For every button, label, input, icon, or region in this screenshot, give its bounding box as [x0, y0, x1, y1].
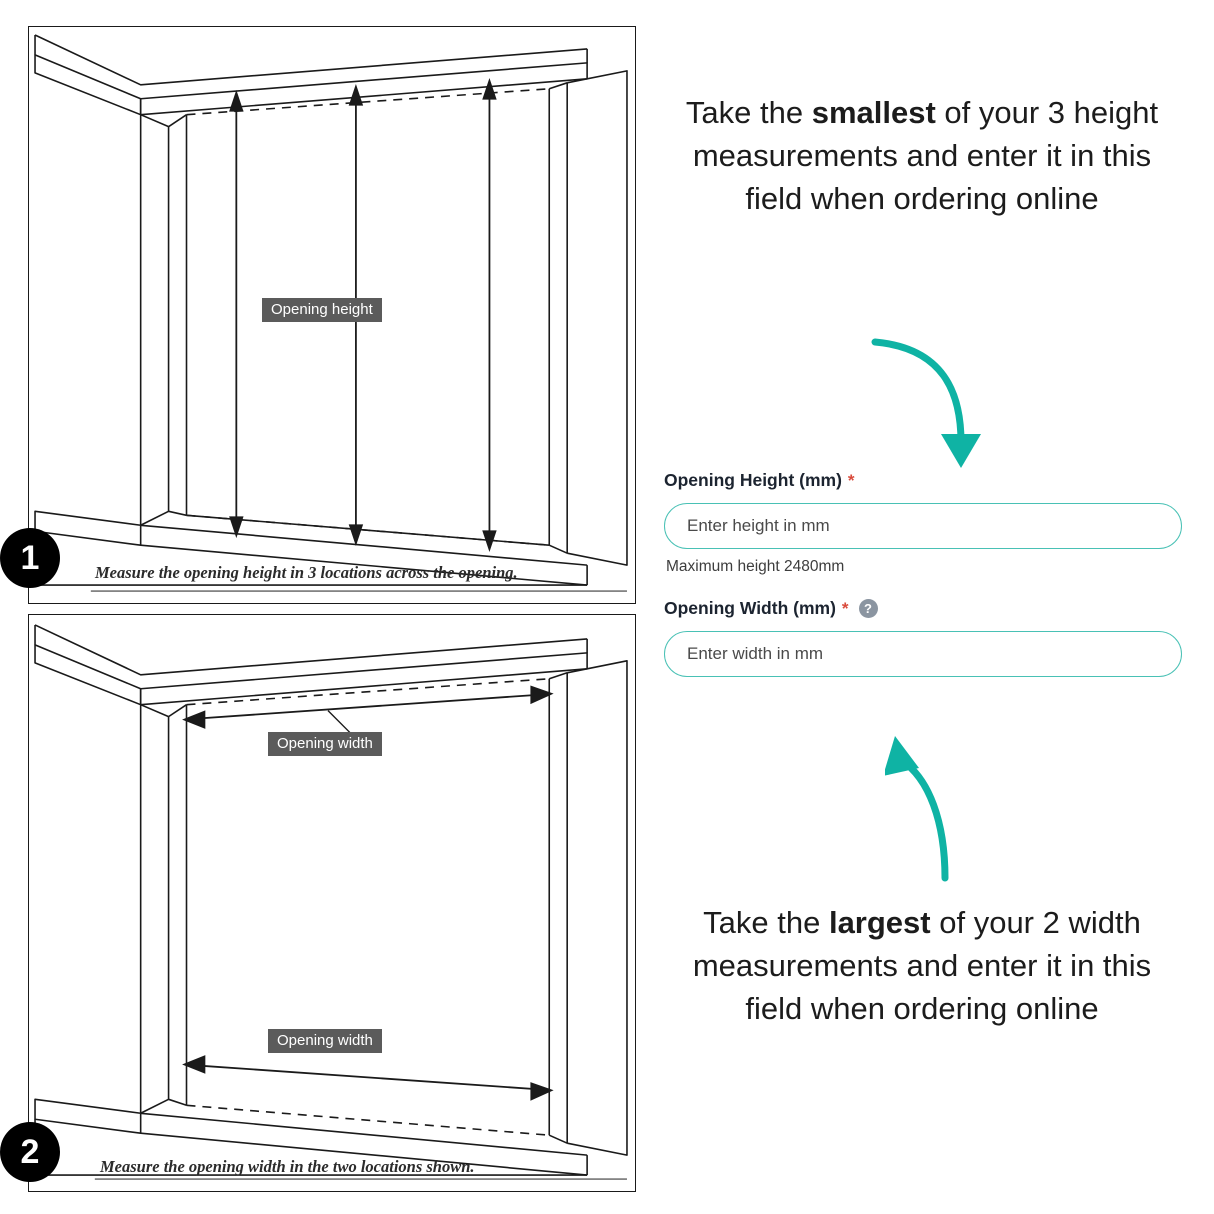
height-field-group [664, 470, 1200, 576]
opening-width-illustration [29, 615, 635, 1191]
opening-height-label [664, 470, 1200, 491]
curved-arrow-down-icon [865, 330, 995, 480]
instruction-bottom-after: of your 2 width measurements and enter it in this field when ordering online [692, 905, 1152, 1026]
instruction-top-after: of your 3 height measurements and enter it in this field when ordering online [692, 95, 1159, 216]
help-question-icon[interactable]: ? [859, 599, 878, 618]
step-number-1: 1 [0, 528, 60, 588]
diagram-panel-width [28, 614, 636, 1192]
curved-arrow-up-icon [885, 730, 1015, 890]
instruction-top-before: Take the [685, 95, 812, 130]
opening-height-label-text: Opening Height (mm) [664, 470, 842, 490]
label-opening-width-top: Opening width [268, 732, 382, 756]
width-field-group [664, 598, 1200, 677]
instruction-text-height [662, 92, 1182, 220]
step-number-2: 2 [0, 1122, 60, 1182]
measurement-form [664, 470, 1200, 677]
instruction-text-width [662, 902, 1182, 1030]
caption-width: Measure the opening width in the two locations shown. [100, 1157, 475, 1176]
instruction-top-emphasis: smallest [811, 95, 936, 130]
caption-height: Measure the opening height in 3 locations across the opening. [95, 563, 518, 582]
max-height-helper: Maximum height 2480mm [666, 558, 845, 575]
opening-width-label-text: Opening Width (mm) [664, 598, 836, 618]
opening-width-input[interactable] [664, 631, 1182, 677]
label-opening-width-bottom: Opening width [268, 1029, 382, 1053]
required-indicator: * [841, 599, 849, 618]
required-indicator: * [847, 471, 855, 490]
opening-height-input[interactable] [664, 503, 1182, 549]
instruction-bottom-before: Take the [703, 905, 829, 940]
instructions-column [650, 0, 1214, 1214]
instruction-bottom-emphasis: largest [828, 905, 931, 940]
label-opening-height: Opening height [262, 298, 382, 322]
opening-width-label [664, 598, 1200, 619]
